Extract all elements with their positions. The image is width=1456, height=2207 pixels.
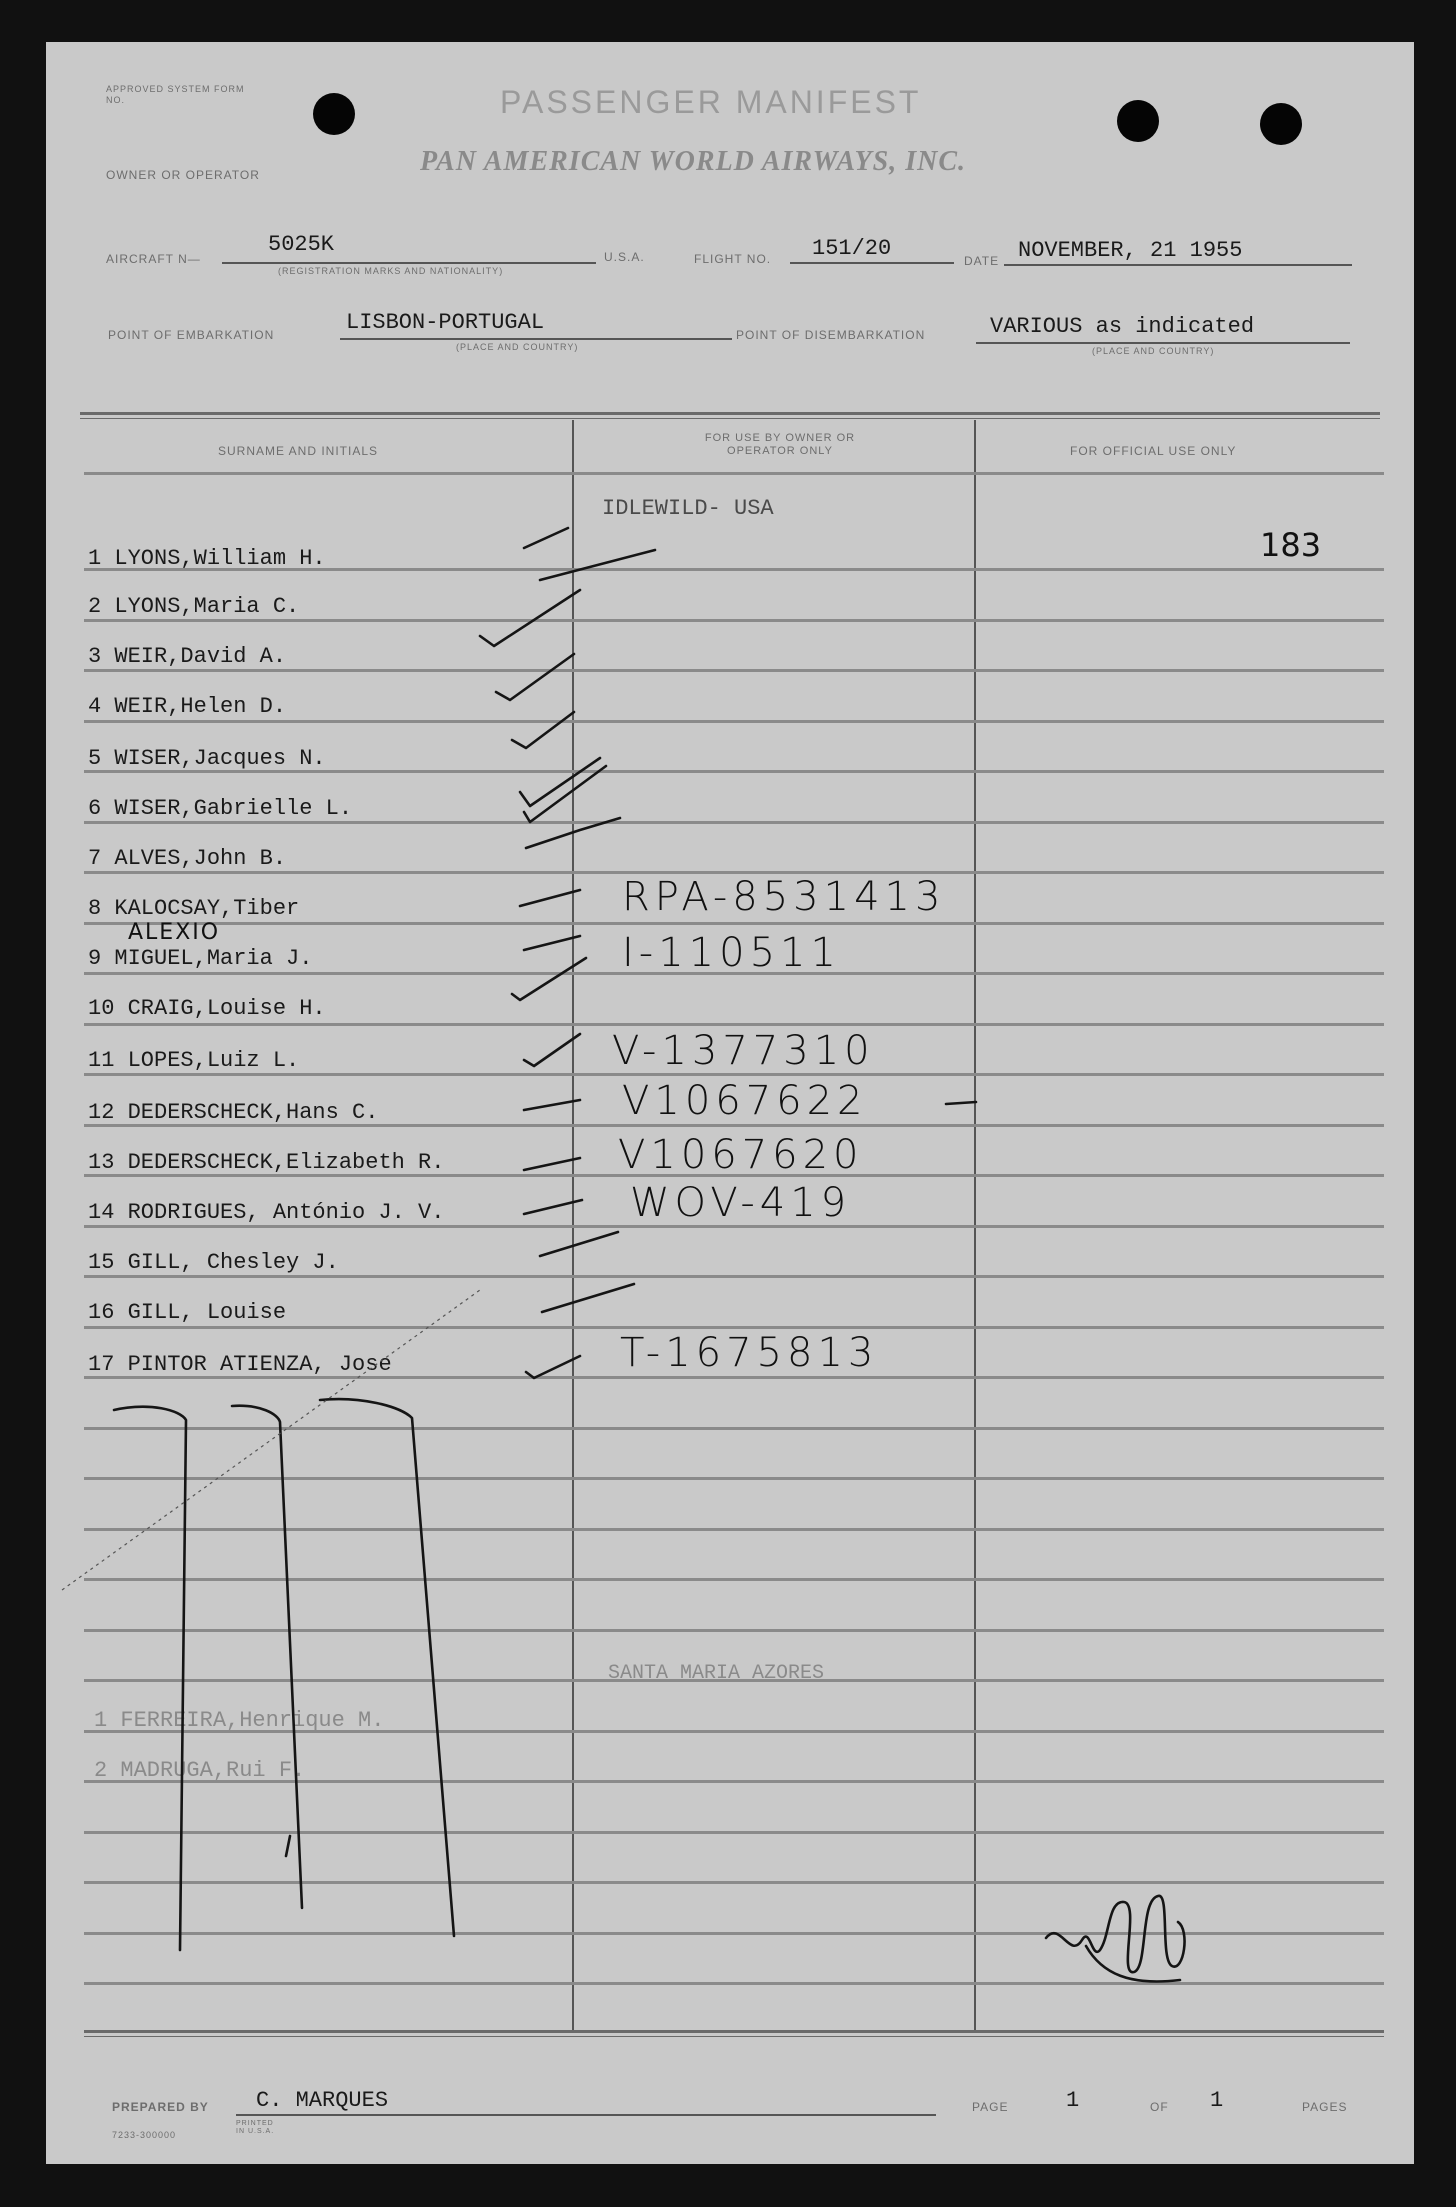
stray-pencil-line: [62, 1290, 480, 1590]
aircraft-label: AIRCRAFT N—: [106, 252, 201, 266]
check-mark: [526, 1356, 580, 1378]
page-value: 1: [1066, 2088, 1080, 2113]
approval-stamp: APPROVED SYSTEM FORM NO.: [106, 84, 245, 105]
check-mark: [480, 590, 580, 646]
passenger-9: 9 MIGUEL,Maria J.: [88, 946, 313, 971]
check-mark: [512, 958, 586, 1000]
check-mark: [524, 1200, 582, 1214]
bracket-mark: [114, 1407, 186, 1950]
column-header-owner: FOR USE BY OWNER OR OPERATOR ONLY: [704, 432, 856, 457]
bracket-mark: [232, 1406, 302, 1908]
registration-caption: (REGISTRATION MARKS AND NATIONALITY): [278, 266, 504, 276]
form-number: 7233-300000: [112, 2130, 177, 2140]
prepared-value: C. MARQUES: [256, 2088, 389, 2113]
passenger-5: 5 WISER,Jacques N.: [88, 746, 326, 771]
page-title: PASSENGER MANIFEST: [500, 84, 922, 120]
column-header-surname: SURNAME AND INITIALS: [218, 444, 379, 458]
owner-label: OWNER OR OPERATOR: [106, 168, 260, 182]
check-mark: [524, 528, 568, 548]
official-number: 183: [1260, 526, 1322, 564]
document-number-11: V-1377310: [612, 1028, 875, 1074]
passenger-10: 10 CRAIG,Louise H.: [88, 996, 326, 1021]
check-mark: [526, 818, 620, 848]
check-mark: [540, 1232, 618, 1256]
embarkation-value: LISBON-PORTUGAL: [346, 310, 545, 335]
airline-name: PAN AMERICAN WORLD AIRWAYS, INC.: [420, 146, 967, 177]
of-value: 1: [1210, 2088, 1224, 2113]
flight-value: 151/20: [812, 236, 892, 261]
destination-idlewild: IDLEWILD- USA: [602, 496, 774, 521]
document-number-17: T-1675813: [620, 1330, 879, 1376]
signature: [1046, 1896, 1185, 1972]
passenger-2: 2 LYONS,Maria C.: [88, 594, 300, 619]
document-number-9: I-110511: [622, 930, 841, 976]
check-mark: [524, 1100, 580, 1110]
document-number-14: WOV-419: [630, 1180, 852, 1226]
document-number-13: V1067620: [618, 1132, 864, 1178]
check-mark: [496, 654, 574, 700]
flight-label: FLIGHT NO.: [694, 252, 772, 266]
printed-stamp: PRINTED IN U.S.A.: [236, 2120, 275, 2135]
check-mark: [524, 766, 606, 822]
destination-santa-maria: SANTA MARIA AZORES: [608, 1662, 825, 1685]
bracket-mark: [320, 1399, 454, 1936]
passenger-3: 3 WEIR,David A.: [88, 644, 287, 669]
of-label: OF: [1150, 2100, 1169, 2114]
page-label: PAGE: [972, 2100, 1009, 2114]
disembarkation-value: VARIOUS as indicated: [990, 314, 1255, 339]
pages-label: PAGES: [1302, 2100, 1348, 2114]
passenger-11: 11 LOPES,Luiz L.: [88, 1048, 300, 1073]
disembarkation-label: POINT OF DISEMBARKATION: [736, 328, 926, 342]
passenger-8: 8 KALOCSAY,Tiber: [88, 896, 300, 921]
date-value: NOVEMBER, 21 1955: [1018, 238, 1243, 263]
passenger-s2-2: 2 MADRUGA,Rui F.: [94, 1758, 306, 1783]
bracket-mark: [286, 1836, 290, 1856]
passenger-7: 7 ALVES,John B.: [88, 846, 287, 871]
passenger-12: 12 DEDERSCHECK,Hans C.: [88, 1100, 379, 1125]
check-mark: [512, 712, 574, 748]
aircraft-value: 5025K: [268, 232, 335, 257]
place-caption-2: (PLACE AND COUNTRY): [1092, 346, 1215, 356]
document-number-12: V1067622: [622, 1078, 868, 1124]
prepared-label: PREPARED BY: [112, 2100, 209, 2114]
passenger-6: 6 WISER,Gabrielle L.: [88, 796, 353, 821]
check-mark: [524, 936, 580, 950]
dash-mark: [946, 1102, 976, 1104]
passenger-1: 1 LYONS,William H.: [88, 546, 326, 571]
check-mark: [520, 890, 580, 906]
check-mark: [540, 550, 655, 580]
passenger-4: 4 WEIR,Helen D.: [88, 694, 287, 719]
passenger-13: 13 DEDERSCHECK,Elizabeth R.: [88, 1150, 445, 1175]
usa-label: U.S.A.: [604, 250, 645, 264]
check-mark: [524, 1158, 580, 1170]
check-mark: [542, 1284, 634, 1312]
column-header-official: FOR OFFICIAL USE ONLY: [1070, 444, 1237, 458]
passenger-14: 14 RODRIGUES, António J. V.: [88, 1200, 445, 1225]
handwritten-alias: ALEXIO: [128, 920, 221, 945]
embarkation-label: POINT OF EMBARKATION: [108, 328, 275, 342]
check-mark: [524, 1034, 580, 1066]
passenger-15: 15 GILL, Chesley J.: [88, 1250, 339, 1275]
date-label: DATE: [964, 254, 1000, 268]
passenger-s2-1: 1 FERREIRA,Henrique M.: [94, 1708, 385, 1733]
passenger-16: 16 GILL, Louise: [88, 1300, 287, 1325]
passenger-17: 17 PINTOR ATIENZA, Jose: [88, 1352, 392, 1377]
place-caption: (PLACE AND COUNTRY): [456, 342, 579, 352]
document-number-8: RPA-8531413: [622, 874, 946, 920]
